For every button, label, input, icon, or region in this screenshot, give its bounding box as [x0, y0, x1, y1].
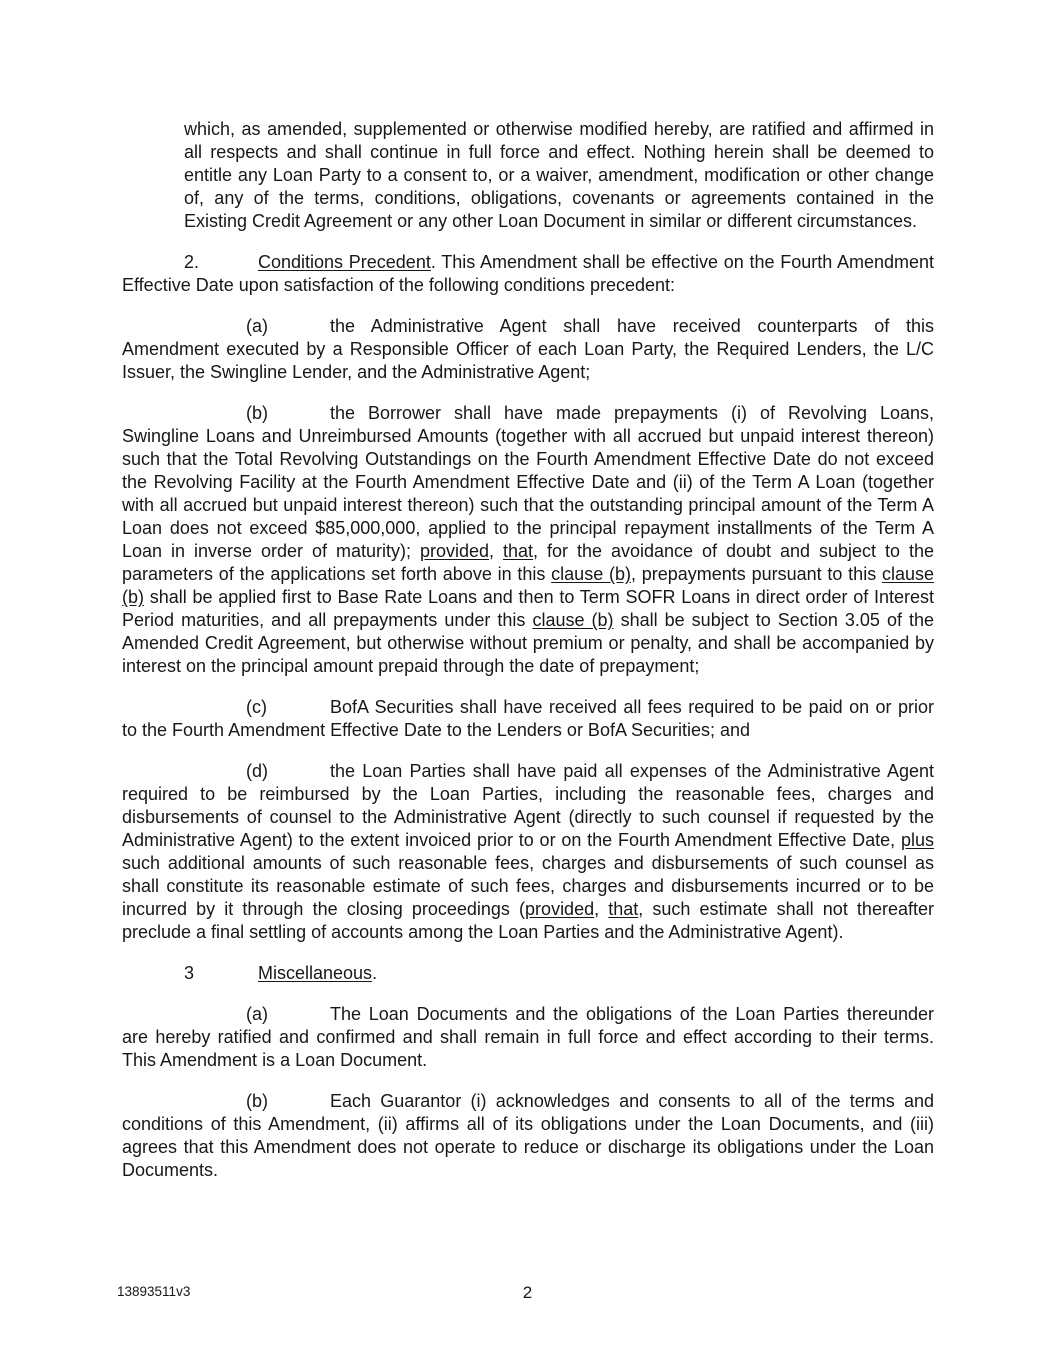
underlined-term: plus	[900, 830, 934, 850]
section-2-conditions-precedent	[122, 251, 934, 297]
text-segment: The Loan Documents and the obligations of the Loan Parties thereunder are hereby ratified and confirmed and shall remain in full force and effect according to their terms. This Amendment is a Loan Document.	[122, 1004, 934, 1070]
paragraph-marker: 2.	[184, 252, 200, 272]
text-segment: shall be applied first to Base Rate Loans and then to Term SOFR Loans in direct order of Interest Period maturities, and all prepayments under this	[122, 587, 934, 630]
misc-b-paragraph	[122, 1090, 934, 1182]
misc-a-paragraph	[122, 1003, 934, 1072]
condition-a-paragraph	[122, 315, 934, 384]
underlined-term: Miscellaneous	[258, 963, 373, 983]
condition-b-paragraph	[122, 402, 934, 678]
paragraph-marker: (b)	[246, 403, 268, 423]
text-segment: ,	[594, 899, 609, 919]
condition-d-paragraph	[122, 760, 934, 944]
text-segment: the Administrative Agent shall have received counterparts of this Amendment executed by a Responsible Officer of each Loan Party, the Required Lenders, the L/C Issuer, the Swingline Lender, and the Administrative Agent;	[122, 316, 934, 382]
text-segment: , such estimate shall not thereafter preclude a final settling of accounts among the Loan Parties and the Administrative Agent).	[122, 899, 934, 942]
text-segment: such additional amounts of such reasonable fees, charges and disbursements of such counsel as shall constitute its reasonable estimate of such fees, charges and disbursements incurred or to be incurred by it through the closing proceedings (	[122, 853, 934, 919]
continuation-paragraph	[184, 118, 934, 233]
section-3-miscellaneous	[122, 962, 934, 985]
underlined-term: that	[502, 541, 534, 561]
footer-doc-id: 13893511v3	[117, 1284, 191, 1299]
text-segment: Each Guarantor (i) acknowledges and consents to all of the terms and conditions of this Amendment, (ii) affirms all of its obligations under the Loan Documents, and (iii) agrees that this Amendment does not operate to reduce or discharge its obligations under the Loan Documents.	[122, 1091, 934, 1180]
paragraph-marker: (b)	[246, 1091, 268, 1111]
paragraph-marker: (a)	[246, 1004, 268, 1024]
text-segment: the Borrower shall have made prepayments (i) of Revolving Loans, Swingline Loans and Unreimbursed Amounts (together with all accrued but unpaid interest thereon) such that the Total Revolving Outstandings on the Fourth Amendment Effective Date do not exceed the Revolving Facility at the Fourth Amendment Effective Date and (ii) of the Term A Loan (together with all accrued but unpaid interest thereon) such that the outstanding principal amount of the Term A Loan does not exceed $85,000,000, applied to the principal repayment installments of the Term A Loan in inverse order of maturity);	[122, 403, 934, 561]
text-segment: , prepayments pursuant to this	[630, 564, 882, 584]
text-segment: the Loan Parties shall have paid all expenses of the Administrative Agent required to be reimbursed by the Loan Parties, including the reasonable fees, charges and disbursements of counsel to the Administrative Agent (directly to such counsel if requested by the Administrative Agent) to the extent invoiced prior to or on the Fourth Amendment Effective Date,	[122, 761, 934, 850]
text-segment: . This Amendment shall be effective on the Fourth Amendment Effective Date upon satisfaction of the following conditions precedent:	[122, 252, 934, 295]
text-segment: which, as amended, supplemented or otherwise modified hereby, are ratified and affirmed in all respects and shall continue in full force and effect. Nothing herein shall be deemed to entitle any Loan Party to a consent to, or a waiver, amendment, modification or other change of, any of the terms, conditions, obligations, covenants or agreements contained in the Existing Credit Agreement or any other Loan Document in similar or different circumstances.	[184, 119, 934, 231]
footer-page-number: 2	[522, 1283, 533, 1302]
text-segment: ,	[489, 541, 503, 561]
document-body	[122, 118, 934, 1200]
underlined-term: clause (b)	[551, 564, 631, 584]
underlined-term: provided	[419, 541, 489, 561]
underlined-term: clause (b)	[122, 564, 934, 607]
underlined-term: that	[608, 899, 639, 919]
text-segment: BofA Securities shall have received all fees required to be paid on or prior to the Fourth Amendment Effective Date to the Lenders or BofA Securities; and	[122, 697, 934, 740]
text-segment: shall be subject to Section 3.05 of the Amended Credit Agreement, but otherwise without premium or penalty, and shall be accompanied by interest on the principal amount prepaid through the date of prepayment;	[122, 610, 935, 676]
paragraph-marker: (c)	[246, 697, 267, 717]
text-segment: , for the avoidance of doubt and subject to the parameters of the applications set forth above in this	[122, 541, 934, 584]
condition-c-paragraph	[122, 696, 934, 742]
underlined-term: provided	[525, 899, 595, 919]
paragraph-marker: (a)	[246, 316, 268, 336]
underlined-term: clause (b)	[532, 610, 614, 630]
paragraph-marker: (d)	[246, 761, 268, 781]
text-segment: .	[372, 963, 378, 983]
paragraph-marker: 3	[184, 963, 195, 983]
underlined-term: Conditions Precedent	[258, 252, 431, 272]
